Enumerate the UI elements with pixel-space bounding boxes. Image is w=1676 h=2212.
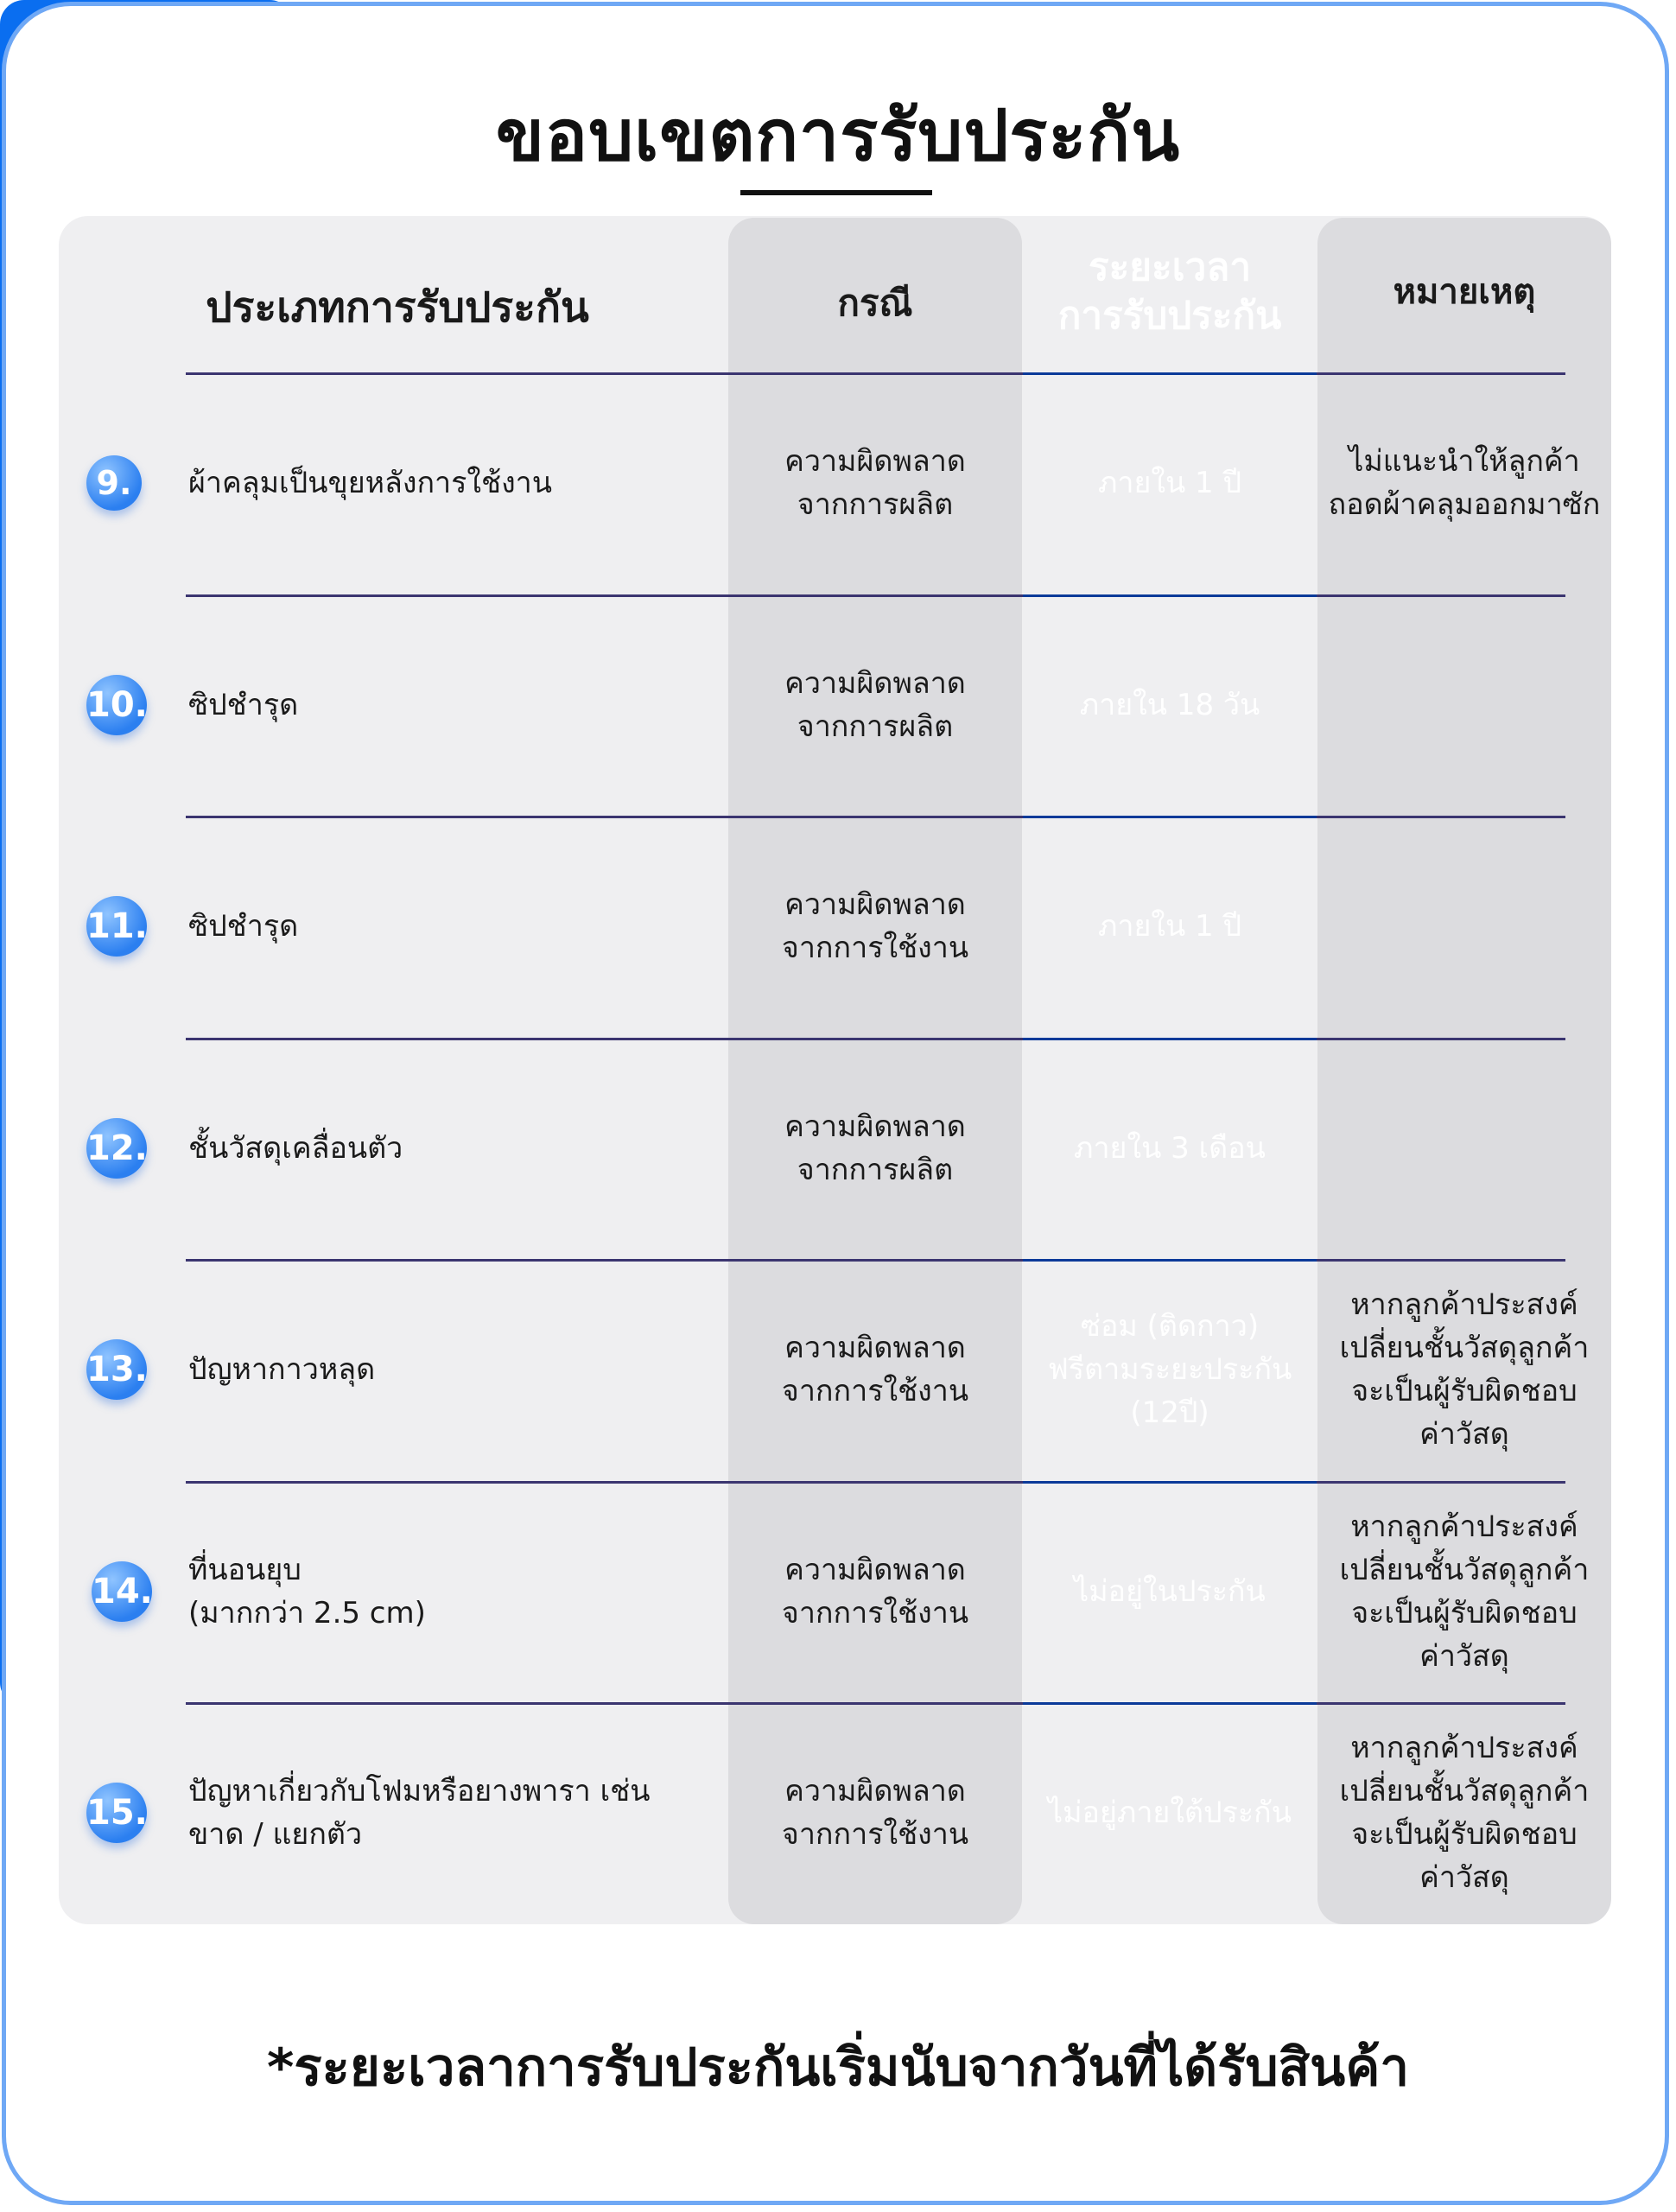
row-type-line: (มากกว่า 2.5 cm): [188, 1595, 426, 1630]
row-period: [1023, 1305, 1317, 1434]
row-period-line: ซ่อม (ติดกาว): [1080, 1309, 1260, 1344]
row-period-line: (12ปี): [1130, 1395, 1209, 1431]
row-case-line: ความผิดพลาด: [784, 444, 966, 480]
row-number-badge: 10.: [86, 675, 147, 735]
row-case-line: ความผิดพลาด: [784, 1109, 966, 1144]
row-divider-period: [1023, 1259, 1317, 1262]
row-type: [188, 1348, 707, 1391]
row-note-line: ค่าวัสดุ: [1419, 1638, 1509, 1674]
row-type-line: ปัญหาเกี่ยวกับโฟมหรือยางพารา เช่น: [188, 1774, 651, 1809]
row-note-line: เปลี่ยนชั้นวัสดุลูกค้า: [1339, 1552, 1590, 1587]
row-period-line: ภายใน 18 วัน: [1079, 687, 1260, 722]
header-period-line1: ระยะเวลา: [1088, 245, 1252, 289]
row-type: [188, 905, 707, 948]
row-case: [728, 1326, 1022, 1413]
header-note: หมายเหตุ: [1393, 272, 1536, 312]
row-note-line: จะเป็นผู้รับผิดชอบ: [1351, 1817, 1578, 1853]
row-case-line: ความผิดพลาด: [784, 1552, 966, 1587]
row-divider: [186, 1038, 1565, 1040]
row-divider-period: [1023, 372, 1317, 375]
row-type-line: ผ้าคลุมเป็นขุยหลังการใช้งาน: [188, 466, 553, 501]
row-case-line: จากการใช้งาน: [781, 1374, 969, 1409]
row-period-line: ฟรีตามระยะประกัน: [1047, 1352, 1292, 1388]
row-period: [1023, 1791, 1317, 1834]
row-case: [728, 1770, 1022, 1856]
row-period-line: ภายใน 1 ปี: [1097, 909, 1242, 944]
footer-note: *ระยะเวลาการรับประกันเริ่มนับจากวันที่ได้รับสินค้า: [266, 2037, 1410, 2098]
header-period-line2: การรับประกัน: [1057, 294, 1282, 338]
row-period: [1023, 1570, 1317, 1613]
row-divider-period: [1023, 816, 1317, 818]
row-divider: [186, 816, 1565, 818]
row-type: [188, 1127, 707, 1170]
row-divider: [186, 1259, 1565, 1262]
row-number-badge: 12.: [86, 1118, 147, 1179]
row-period: [1023, 1127, 1317, 1170]
title-underline: [740, 190, 932, 195]
header-type: ประเภทการรับประกัน: [206, 283, 589, 332]
header-period: [1023, 244, 1317, 340]
row-number-badge: 15.: [86, 1783, 147, 1843]
row-note-line: หากลูกค้าประสงค์: [1350, 1731, 1578, 1766]
row-case-line: ความผิดพลาด: [784, 665, 966, 701]
row-case: [728, 1548, 1022, 1635]
row-note-line: เปลี่ยนชั้นวัสดุลูกค้า: [1339, 1774, 1590, 1809]
header-case: กรณี: [837, 282, 913, 324]
row-type: [188, 461, 707, 505]
row-number-badge: 14.: [92, 1561, 152, 1622]
row-note-line: หากลูกค้าประสงค์: [1350, 1287, 1578, 1323]
row-case: [728, 1105, 1022, 1192]
row-type-line: ปัญหากาวหลุด: [188, 1352, 376, 1388]
row-divider: [186, 594, 1565, 597]
row-note-line: ไม่แนะนำให้ลูกค้า: [1349, 444, 1580, 480]
row-note-line: จะเป็นผู้รับผิดชอบ: [1351, 1374, 1578, 1409]
row-period-line: ไม่อยู่ภายใต้ประกัน: [1048, 1796, 1292, 1831]
row-type-line: ที่นอนยุบ: [188, 1552, 302, 1587]
row-type: [188, 683, 707, 727]
row-divider-period: [1023, 1702, 1317, 1705]
row-type-line: ซิปชำรุด: [188, 909, 299, 944]
row-note: [1317, 1283, 1611, 1456]
row-case-line: จากการผลิต: [797, 487, 954, 523]
row-case: [728, 883, 1022, 969]
row-period-line: ไม่อยู่ในประกัน: [1074, 1573, 1266, 1609]
row-type-line: ชั้นวัสดุเคลื่อนตัว: [188, 1130, 403, 1166]
row-case-line: ความผิดพลาด: [784, 1331, 966, 1366]
row-case-line: จากการใช้งาน: [781, 1595, 969, 1630]
row-case-line: จากการใช้งาน: [781, 1817, 969, 1853]
row-divider-period: [1023, 1481, 1317, 1484]
row-note: [1317, 440, 1611, 526]
row-divider-period: [1023, 1038, 1317, 1040]
row-divider: [186, 1702, 1565, 1705]
row-case: [728, 662, 1022, 748]
row-note-line: หากลูกค้าประสงค์: [1350, 1509, 1578, 1544]
row-divider: [186, 372, 1565, 375]
row-case-line: จากการผลิต: [797, 709, 954, 744]
row-case-line: จากการผลิต: [797, 1152, 954, 1187]
row-note-line: เปลี่ยนชั้นวัสดุลูกค้า: [1339, 1331, 1590, 1366]
row-note: [1317, 1726, 1611, 1899]
row-period-line: ภายใน 3 เดือน: [1074, 1130, 1266, 1166]
page-title: ขอบเขตการรับประกัน: [495, 95, 1181, 177]
row-period: [1023, 683, 1317, 727]
row-type: [188, 1548, 707, 1635]
row-number-badge: 13.: [86, 1339, 147, 1400]
row-type: [188, 1770, 707, 1856]
row-case: [728, 440, 1022, 526]
row-type-line: ซิปชำรุด: [188, 687, 299, 722]
row-period-line: ภายใน 1 ปี: [1097, 466, 1242, 501]
row-note-line: ค่าวัสดุ: [1419, 1417, 1509, 1452]
row-number-badge: 9.: [86, 455, 142, 511]
row-case-line: ความผิดพลาด: [784, 1774, 966, 1809]
row-number-badge: 11.: [86, 896, 147, 957]
row-note-line: ค่าวัสดุ: [1419, 1860, 1509, 1896]
row-note-line: จะเป็นผู้รับผิดชอบ: [1351, 1595, 1578, 1630]
row-period: [1023, 461, 1317, 505]
row-note: [1317, 1505, 1611, 1678]
row-case-line: จากการใช้งาน: [781, 931, 969, 966]
row-divider-period: [1023, 594, 1317, 597]
row-divider: [186, 1481, 1565, 1484]
row-note-line: ถอดผ้าคลุมออกมาซัก: [1328, 487, 1601, 523]
row-period: [1023, 905, 1317, 948]
row-case-line: ความผิดพลาด: [784, 887, 966, 923]
row-type-line: ขาด / แยกตัว: [188, 1817, 363, 1853]
